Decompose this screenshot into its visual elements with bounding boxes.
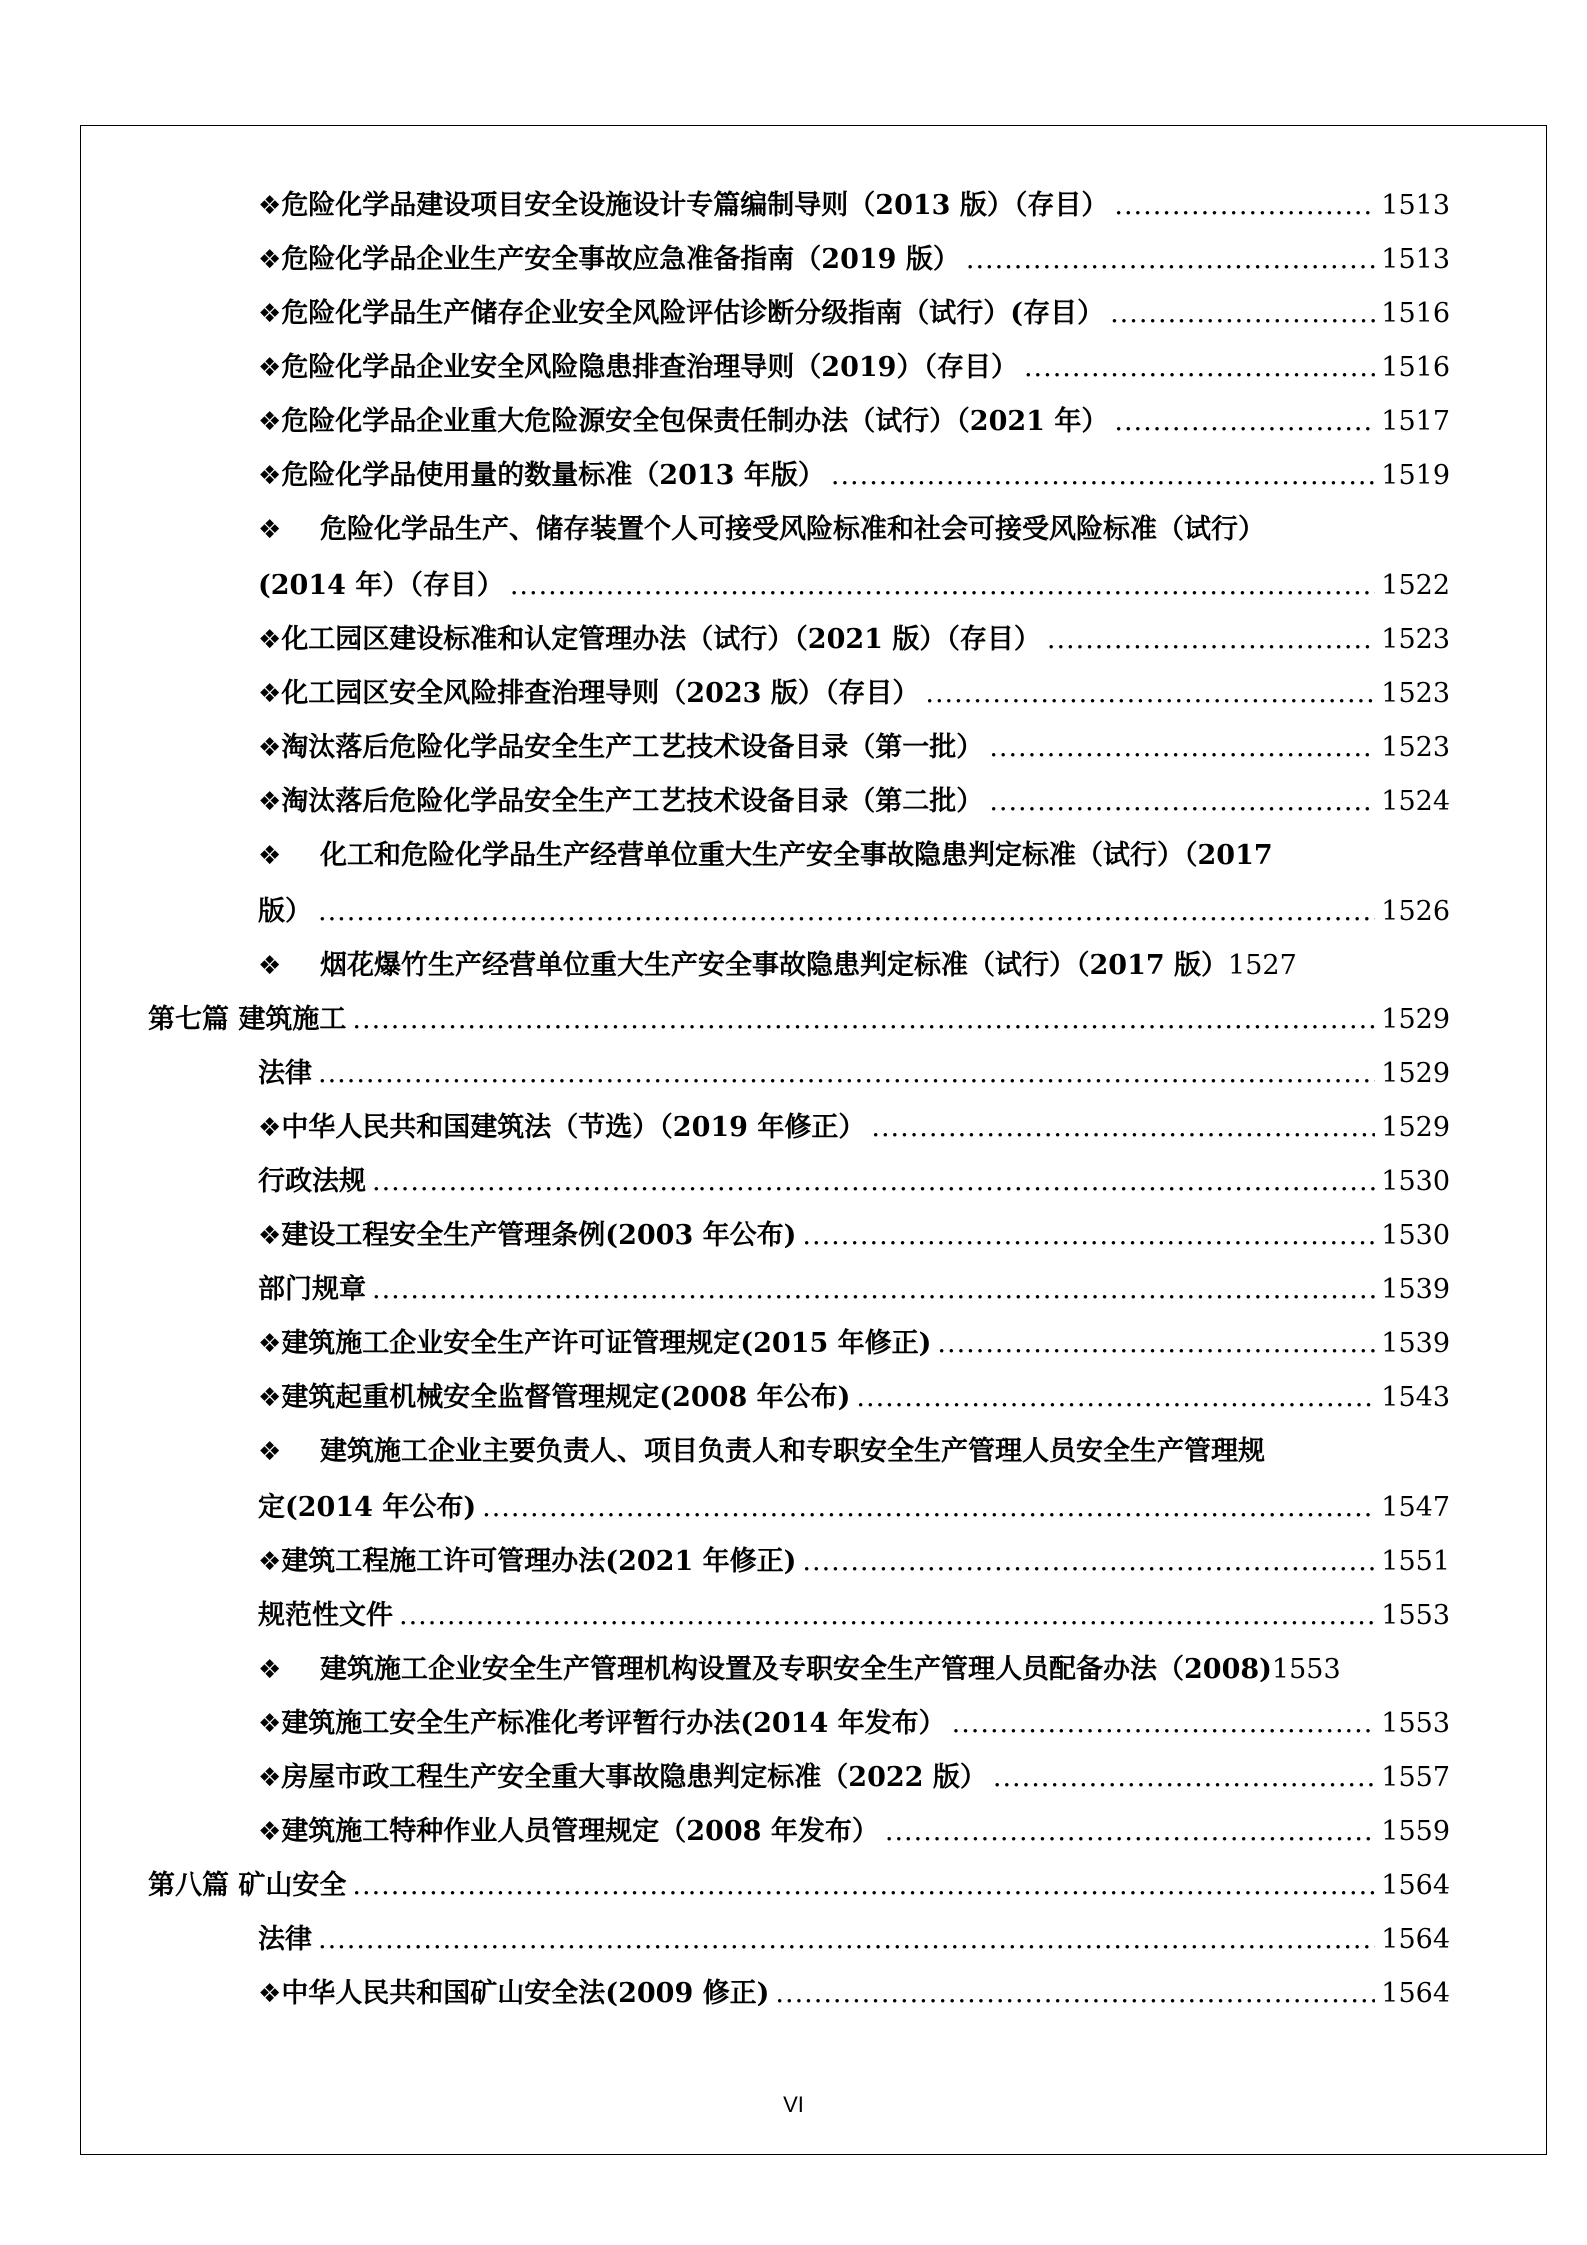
entry-page: 1539 <box>1381 1274 1450 1305</box>
entry-title: 危险化学品企业重大危险源安全包保责任制办法（试行）（2021 年） <box>281 406 1109 437</box>
toc-entry <box>258 1650 1341 1690</box>
section-title: 法律 <box>258 1058 312 1089</box>
toc-entry <box>258 1758 1450 1798</box>
toc-entry <box>258 620 1450 660</box>
dot-leader <box>989 728 1375 768</box>
entry-page: 1524 <box>1381 786 1450 817</box>
section-title: 规范性文件 <box>258 1600 393 1631</box>
entry-page: 1553 <box>1381 1708 1450 1739</box>
dot-leader <box>1024 348 1375 388</box>
entry-title: 化工和危险化学品生产经营单位重大生产安全事故隐患判定标准（试行）（2017 <box>320 840 1273 871</box>
dot-leader <box>1110 294 1375 334</box>
entry-page: 1559 <box>1381 1816 1450 1847</box>
dot-leader <box>856 1378 1375 1418</box>
entry-title: 淘汰落后危险化学品安全生产工艺技术设备目录（第二批） <box>281 786 984 817</box>
entry-title: 建筑起重机械安全监督管理规定(2008 年公布) <box>281 1382 851 1413</box>
toc-part <box>148 1000 1450 1040</box>
dot-leader <box>1047 620 1375 660</box>
entry-title: 淘汰落后危险化学品安全生产工艺技术设备目录（第一批） <box>281 732 984 763</box>
entry-title: 危险化学品企业安全风险隐患排查治理导则（2019）（存目） <box>281 352 1018 383</box>
diamond-bullet-icon: ❖ <box>258 191 282 221</box>
entry-page: 1527 <box>1228 950 1297 981</box>
dot-leader <box>925 674 1375 714</box>
dot-leader <box>352 1000 1375 1040</box>
diamond-bullet-icon: ❖ <box>258 515 282 545</box>
dot-leader <box>352 1866 1375 1906</box>
toc-section <box>258 1162 1450 1202</box>
toc-entry <box>258 348 1450 388</box>
entry-page: 1547 <box>1381 1492 1450 1523</box>
toc-entry <box>258 402 1450 442</box>
dot-leader <box>775 1974 1375 2014</box>
diamond-bullet-icon: ❖ <box>258 245 282 275</box>
toc-section <box>258 1054 1450 1094</box>
diamond-bullet-icon: ❖ <box>258 1979 282 2009</box>
diamond-bullet-icon: ❖ <box>258 1763 282 1793</box>
toc-entry <box>258 456 1450 496</box>
diamond-bullet-icon: ❖ <box>258 1113 282 1143</box>
entry-page: 1529 <box>1381 1004 1450 1035</box>
toc-part <box>148 1866 1450 1906</box>
dot-leader <box>885 1812 1375 1852</box>
toc-entry <box>258 510 1450 550</box>
toc-section <box>258 1270 1450 1310</box>
entry-page: 1526 <box>1381 896 1450 927</box>
entry-page: 1517 <box>1381 406 1450 437</box>
entry-page: 1516 <box>1381 352 1450 383</box>
entry-title: 建设工程安全生产管理条例(2003 年公布) <box>281 1220 797 1251</box>
diamond-bullet-icon: ❖ <box>258 625 282 655</box>
section-title: 部门规章 <box>258 1274 366 1305</box>
entry-title: 中华人民共和国矿山安全法(2009 修正) <box>281 1978 770 2009</box>
dot-leader <box>802 1542 1375 1582</box>
entry-page: 1516 <box>1381 298 1450 329</box>
part-title: 第八篇 矿山安全 <box>148 1870 347 1901</box>
entry-page: 1523 <box>1381 732 1450 763</box>
dot-leader <box>318 892 1375 932</box>
dot-leader <box>482 1488 1375 1528</box>
toc-entry <box>258 240 1450 280</box>
toc-entry <box>258 1216 1450 1256</box>
entry-page: 1564 <box>1381 1924 1450 1955</box>
toc-section <box>258 1596 1450 1636</box>
dot-leader <box>318 1054 1375 1094</box>
entry-page: 1553 <box>1271 1654 1341 1685</box>
entry-title: 危险化学品企业生产安全事故应急准备指南（2019 版） <box>281 244 960 275</box>
entry-title: 危险化学品生产储存企业安全风险评估诊断分级指南（试行）(存目） <box>281 298 1105 329</box>
entry-title: 建筑施工安全生产标准化考评暂行办法(2014 年发布） <box>281 1708 946 1739</box>
diamond-bullet-icon: ❖ <box>258 1221 282 1251</box>
diamond-bullet-icon: ❖ <box>258 787 282 817</box>
dot-leader <box>966 240 1375 280</box>
toc-entry <box>258 1108 1450 1148</box>
toc-entry-continuation <box>258 892 1450 932</box>
entry-page: 1564 <box>1381 1978 1450 2009</box>
diamond-bullet-icon: ❖ <box>258 841 282 871</box>
entry-page: 1513 <box>1381 190 1450 221</box>
dot-leader <box>937 1324 1375 1364</box>
toc-section <box>258 1920 1450 1960</box>
toc-entry <box>258 782 1450 822</box>
toc-entry-continuation <box>258 566 1450 606</box>
entry-title: 化工园区建设标准和认定管理办法（试行）（2021 版）（存目） <box>281 624 1041 655</box>
entry-title-cont: 版） <box>258 896 312 927</box>
diamond-bullet-icon: ❖ <box>258 1817 282 1847</box>
diamond-bullet-icon: ❖ <box>258 951 282 981</box>
entry-page: 1530 <box>1381 1166 1450 1197</box>
entry-title: 中华人民共和国建筑法（节选）（2019 年修正） <box>281 1112 866 1143</box>
entry-page: 1523 <box>1381 624 1450 655</box>
entry-page: 1539 <box>1381 1328 1450 1359</box>
dot-leader <box>1114 186 1375 226</box>
dot-leader <box>989 782 1375 822</box>
toc-entry <box>258 1432 1450 1472</box>
dot-leader <box>399 1596 1375 1636</box>
entry-title-cont: 定(2014 年公布) <box>258 1492 477 1523</box>
toc-entry <box>258 1378 1450 1418</box>
entry-title: 建筑施工企业安全生产管理机构设置及专职安全生产管理人员配备办法（2008) <box>320 1654 1272 1685</box>
diamond-bullet-icon: ❖ <box>258 733 282 763</box>
entry-page: 1519 <box>1381 460 1450 491</box>
dot-leader <box>372 1162 1375 1202</box>
toc-entry <box>258 294 1450 334</box>
toc-entry <box>258 186 1450 226</box>
dot-leader <box>993 1758 1375 1798</box>
entry-title: 建筑施工企业主要负责人、项目负责人和专职安全生产管理人员安全生产管理规 <box>320 1436 1265 1467</box>
dot-leader <box>802 1216 1375 1256</box>
entry-title: 建筑施工企业安全生产许可证管理规定(2015 年修正) <box>281 1328 932 1359</box>
diamond-bullet-icon: ❖ <box>258 679 282 709</box>
dot-leader <box>952 1704 1376 1744</box>
toc-entry <box>258 1974 1450 2014</box>
dot-leader <box>510 566 1375 606</box>
diamond-bullet-icon: ❖ <box>258 353 282 383</box>
diamond-bullet-icon: ❖ <box>258 1709 282 1739</box>
dot-leader <box>871 1108 1375 1148</box>
entry-title: 建筑工程施工许可管理办法(2021 年修正) <box>281 1546 797 1577</box>
toc-entry <box>258 1704 1450 1744</box>
entry-page: 1530 <box>1381 1220 1450 1251</box>
entry-page: 1557 <box>1381 1762 1450 1793</box>
diamond-bullet-icon: ❖ <box>258 1437 282 1467</box>
toc-entry <box>258 674 1450 714</box>
entry-title: 房屋市政工程生产安全重大事故隐患判定标准（2022 版） <box>281 1762 987 1793</box>
toc-entry <box>258 1812 1450 1852</box>
diamond-bullet-icon: ❖ <box>258 1383 282 1413</box>
diamond-bullet-icon: ❖ <box>258 1329 282 1359</box>
entry-title: 危险化学品使用量的数量标准（2013 年版） <box>281 460 825 491</box>
section-title: 法律 <box>258 1924 312 1955</box>
entry-page: 1529 <box>1381 1112 1450 1143</box>
diamond-bullet-icon: ❖ <box>258 299 282 329</box>
entry-page: 1529 <box>1381 1058 1450 1089</box>
toc-entry <box>258 946 1297 986</box>
diamond-bullet-icon: ❖ <box>258 1547 282 1577</box>
toc-entry-continuation <box>258 1488 1450 1528</box>
dot-leader <box>318 1920 1375 1960</box>
entry-title-cont: (2014 年）（存目） <box>258 570 504 601</box>
entry-title: 危险化学品建设项目安全设施设计专篇编制导则（2013 版）（存目） <box>281 190 1109 221</box>
entry-title: 危险化学品生产、储存装置个人可接受风险标准和社会可接受风险标准（试行） <box>320 514 1265 545</box>
diamond-bullet-icon: ❖ <box>258 407 282 437</box>
entry-title: 建筑施工特种作业人员管理规定（2008 年发布） <box>281 1816 879 1847</box>
diamond-bullet-icon: ❖ <box>258 1655 282 1685</box>
entry-title: 化工园区安全风险排查治理导则（2023 版）（存目） <box>281 678 920 709</box>
entry-page: 1513 <box>1381 244 1450 275</box>
entry-page: 1523 <box>1381 678 1450 709</box>
toc-entry <box>258 836 1450 876</box>
entry-title: 烟花爆竹生产经营单位重大生产安全事故隐患判定标准（试行）（2017 版） <box>320 950 1229 981</box>
entry-page: 1553 <box>1381 1600 1450 1631</box>
toc-entry <box>258 1324 1450 1364</box>
entry-page: 1543 <box>1381 1382 1450 1413</box>
dot-leader <box>831 456 1375 496</box>
toc-entry <box>258 728 1450 768</box>
toc-entry <box>258 1542 1450 1582</box>
page-number: VI <box>783 2092 804 2117</box>
entry-page: 1522 <box>1381 570 1450 601</box>
section-title: 行政法规 <box>258 1166 366 1197</box>
part-title: 第七篇 建筑施工 <box>148 1004 347 1035</box>
dot-leader <box>1114 402 1375 442</box>
diamond-bullet-icon: ❖ <box>258 461 282 491</box>
dot-leader <box>372 1270 1375 1310</box>
entry-page: 1551 <box>1381 1546 1450 1577</box>
entry-page: 1564 <box>1381 1870 1450 1901</box>
